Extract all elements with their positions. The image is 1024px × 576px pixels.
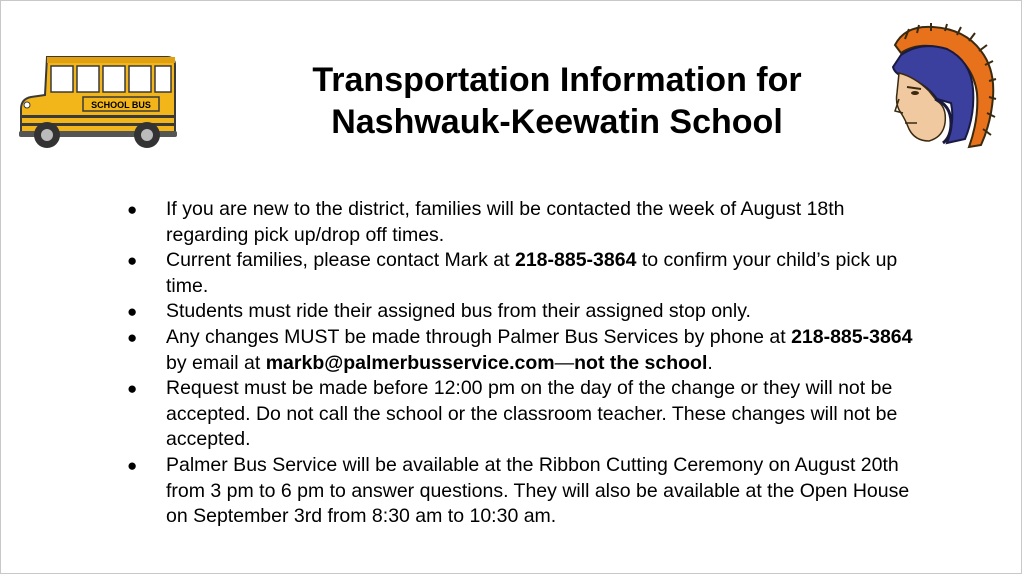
bullet-text: by email at (166, 351, 266, 374)
bullet-text: Request must be made before 12:00 pm on the day of the change or they will not be accepted. Do not call the school or the classroom teacher. These changes will not be accepted. (166, 377, 898, 451)
bullet-text: Any changes MUST be made through Palmer Bus Services by phone at (166, 325, 792, 348)
bus-sign-text: SCHOOL BUS (91, 100, 151, 110)
bullet-dot-icon: ● (127, 379, 138, 399)
email-address: markb@palmerbusservice.com (265, 351, 555, 374)
list-item (121, 197, 921, 248)
list-item (121, 299, 921, 325)
bullet-text: Students must ride their assigned bus from their assigned stop only. (166, 300, 751, 323)
bullet-dot-icon: ● (127, 251, 138, 271)
bullet-text: Palmer Bus Service will be available at the Ribbon Cutting Ceremony on August 20th from 3 pm to 6 pm to answer questions. They will also be available at the Open House on September 3rd from 8:30 am to 10:30 am. (166, 453, 910, 528)
bullet-text: If you are new to the district, families will be contacted the week of August 18th regarding pick up/drop off times. (166, 198, 845, 246)
bullet-dot-icon: ● (127, 302, 138, 322)
phone-number: 218-885-3864 (791, 325, 913, 348)
emphasis-text: not the school (574, 351, 708, 374)
bullet-dot-icon: ● (127, 327, 138, 347)
list-item (121, 453, 921, 530)
bullet-dot-icon: ● (127, 200, 138, 219)
school-bus-icon (17, 53, 181, 153)
info-bullet-list (121, 197, 921, 530)
bullet-text: to confirm your child’s pick up time. (166, 249, 898, 297)
bullet-text: . (707, 351, 713, 374)
spartan-mascot-icon (885, 23, 997, 155)
page-title (221, 59, 893, 143)
title-line-1: Transportation Information for (312, 61, 802, 99)
list-item (121, 325, 921, 376)
title-line-2: Nashwauk-Keewatin School (331, 103, 783, 141)
list-item (121, 376, 921, 453)
em-dash: — (554, 351, 575, 374)
phone-number: 218-885-3864 (514, 249, 637, 272)
bullet-dot-icon: ● (127, 455, 138, 475)
bullet-text: Current families, please contact Mark at (166, 249, 515, 272)
list-item (121, 248, 921, 299)
